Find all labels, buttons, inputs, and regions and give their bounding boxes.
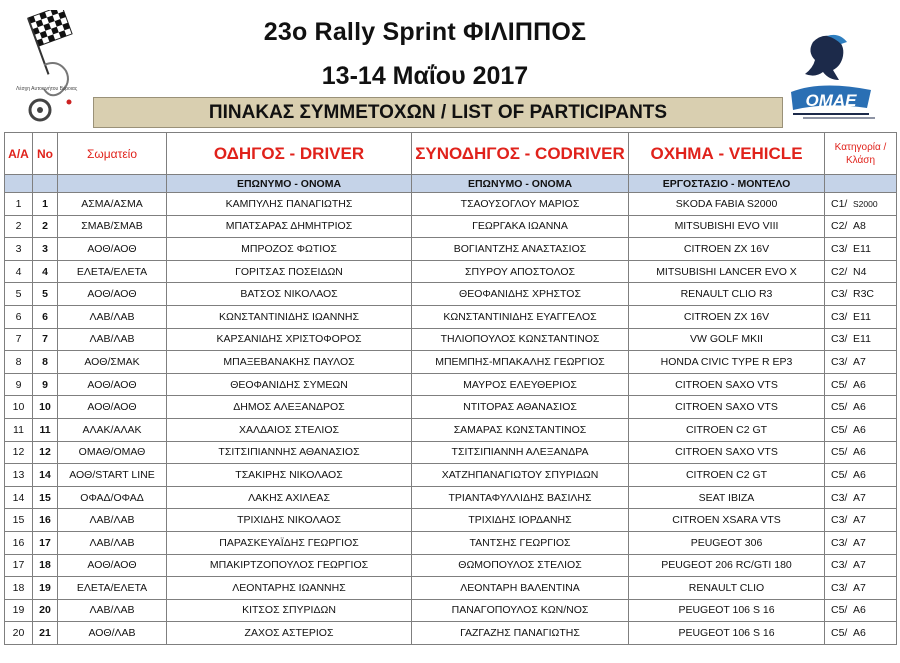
row-driver-cell: ΤΣΙΤΣΙΠΙΑΝΝΗΣ ΑΘΑΝΑΣΙΟΣ (167, 441, 412, 464)
category-label: C3/ (831, 355, 848, 368)
row-club-cell: ΣΜΑΒ/ΣΜΑΒ (58, 215, 167, 238)
subheader-row (5, 175, 897, 193)
event-dates: 13-14 Μαΐου 2017 (321, 62, 529, 90)
row-codriver-cell: ΤΡΙΑΝΤΑΦΥΛΛΙΔΗΣ ΒΑΣΙΛΗΣ (412, 486, 629, 509)
row-category-cell (825, 599, 897, 622)
row-aa-cell: 6 (5, 305, 33, 328)
category-label: C3/ (831, 491, 848, 504)
row-club-cell: ΕΛΕΤΑ/ΕΛΕΤΑ (58, 577, 167, 600)
row-vehicle-cell: MITSUBISHI EVO VIII (629, 215, 825, 238)
row-club-cell: ΟΦΑΔ/ΟΦΑΔ (58, 486, 167, 509)
col-header-aa: Α/Α (5, 133, 33, 175)
row-no-cell: 12 (33, 441, 58, 464)
row-driver-cell: ΜΠΑΚΙΡΤΖΟΠΟΥΛΟΣ ΓΕΩΡΓΙΟΣ (167, 554, 412, 577)
row-club-cell: ΕΛΕΤΑ/ΕΛΕΤΑ (58, 260, 167, 283)
participants-table (4, 132, 897, 645)
row-category-cell (825, 486, 897, 509)
row-club-cell: ΑΟΘ/ΣΜΑΚ (58, 351, 167, 374)
row-codriver-cell: ΜΑΥΡΟΣ ΕΛΕΥΘΕΡΙΟΣ (412, 373, 629, 396)
category-label: C3/ (831, 310, 848, 323)
row-driver-cell: ΠΑΡΑΣΚΕΥΑΪΔΗΣ ΓΕΩΡΓΙΟΣ (167, 531, 412, 554)
row-category-cell (825, 373, 897, 396)
row-club-cell: ΛΑΒ/ΛΑΒ (58, 599, 167, 622)
class-label: E11 (853, 310, 871, 323)
table-row (5, 418, 897, 441)
class-label: A7 (853, 491, 866, 504)
row-driver-cell: ΧΑΛΔΑΙΟΣ ΣΤΕΛΙΟΣ (167, 418, 412, 441)
table-row (5, 441, 897, 464)
row-driver-cell: ΚΑΡΣΑΝΙΔΗΣ ΧΡΙΣΤΟΦΟΡΟΣ (167, 328, 412, 351)
col-header-no: No (33, 133, 58, 175)
class-label: A7 (853, 536, 866, 549)
row-no-cell: 17 (33, 531, 58, 554)
class-label: E11 (853, 242, 871, 255)
table-row (5, 373, 897, 396)
table-row (5, 238, 897, 261)
row-vehicle-cell: SKODA FABIA S2000 (629, 193, 825, 216)
row-driver-cell: ΘΕΟΦΑΝΙΔΗΣ ΣΥΜΕΩΝ (167, 373, 412, 396)
class-label: A7 (853, 581, 866, 594)
row-category-cell (825, 577, 897, 600)
row-codriver-cell: ΣΠΥΡΟΥ ΑΠΟΣΤΟΛΟΣ (412, 260, 629, 283)
class-label: A6 (853, 446, 866, 459)
category-label: C3/ (831, 242, 848, 255)
table-row (5, 464, 897, 487)
row-driver-cell: ΛΑΚΗΣ ΑΧΙΛΕΑΣ (167, 486, 412, 509)
row-vehicle-cell: CITROEN XSARA VTS (629, 509, 825, 532)
row-category-cell (825, 531, 897, 554)
row-vehicle-cell: SEAT IBIZA (629, 486, 825, 509)
category-label: C5/ (831, 446, 848, 459)
row-codriver-cell: ΜΠΕΜΠΗΣ-ΜΠΑΚΑΛΗΣ ΓΕΩΡΓΙΟΣ (412, 351, 629, 374)
row-no-cell: 21 (33, 622, 58, 645)
row-aa-cell: 8 (5, 351, 33, 374)
table-row (5, 260, 897, 283)
row-club-cell: ΛΑΒ/ΛΑΒ (58, 305, 167, 328)
row-no-cell: 15 (33, 486, 58, 509)
row-aa-cell: 2 (5, 215, 33, 238)
row-aa-cell: 3 (5, 238, 33, 261)
category-label: C5/ (831, 604, 848, 617)
row-vehicle-cell: MITSUBISHI LANCER EVO X (629, 260, 825, 283)
row-codriver-cell: ΝΤΙΤΟΡΑΣ ΑΘΑΝΑΣΙΟΣ (412, 396, 629, 419)
row-vehicle-cell: CITROEN C2 GT (629, 464, 825, 487)
row-category-cell (825, 396, 897, 419)
row-codriver-cell: ΒΟΓΙΑΝΤΖΗΣ ΑΝΑΣΤΑΣΙΟΣ (412, 238, 629, 261)
row-vehicle-cell: CITROEN SAXO VTS (629, 441, 825, 464)
category-label: C3/ (831, 514, 848, 527)
table-row (5, 215, 897, 238)
row-category-cell (825, 464, 897, 487)
row-codriver-cell: ΓΕΩΡΓΑΚΑ ΙΩΑΝΝΑ (412, 215, 629, 238)
category-label: C3/ (831, 581, 848, 594)
row-codriver-cell: ΠΑΝΑΓΟΠΟΥΛΟΣ ΚΩΝ/ΝΟΣ (412, 599, 629, 622)
row-category-cell (825, 509, 897, 532)
row-club-cell: ΑΣΜΑ/ΑΣΜΑ (58, 193, 167, 216)
row-vehicle-cell: PEUGEOT 306 (629, 531, 825, 554)
row-no-cell: 5 (33, 283, 58, 306)
subheader-empty (58, 175, 167, 193)
row-category-cell (825, 418, 897, 441)
row-driver-cell: ΖΑΧΟΣ ΑΣΤΕΡΙΟΣ (167, 622, 412, 645)
class-label: A7 (853, 514, 866, 527)
row-driver-cell: ΓΟΡΙΤΣΑΣ ΠΟΣΕΙΔΩΝ (167, 260, 412, 283)
row-vehicle-cell: CITROEN ZX 16V (629, 305, 825, 328)
row-no-cell: 10 (33, 396, 58, 419)
row-club-cell: ΑΛΑΚ/ΑΛΑΚ (58, 418, 167, 441)
row-aa-cell: 1 (5, 193, 33, 216)
row-vehicle-cell: CITROEN SAXO VTS (629, 396, 825, 419)
row-no-cell: 11 (33, 418, 58, 441)
row-codriver-cell: ΤΗΛΙΟΠΟΥΛΟΣ ΚΩΝΣΤΑΝΤΙΝΟΣ (412, 328, 629, 351)
row-codriver-cell: ΣΑΜΑΡΑΣ ΚΩΝΣΤΑΝΤΙΝΟΣ (412, 418, 629, 441)
class-label: A8 (853, 220, 866, 233)
participants-body (5, 193, 897, 645)
omae-logo (783, 30, 883, 125)
row-no-cell: 4 (33, 260, 58, 283)
row-driver-cell: ΤΣΑΚΙΡΗΣ ΝΙΚΟΛΑΟΣ (167, 464, 412, 487)
row-driver-cell: ΚΑΜΠΥΛΗΣ ΠΑΝΑΓΙΩΤΗΣ (167, 193, 412, 216)
row-aa-cell: 5 (5, 283, 33, 306)
row-vehicle-cell: CITROEN ZX 16V (629, 238, 825, 261)
table-row (5, 396, 897, 419)
row-codriver-cell: ΧΑΤΖΗΠΑΝΑΓΙΩΤΟΥ ΣΠΥΡΙΔΩΝ (412, 464, 629, 487)
row-codriver-cell: ΤΑΝΤΣΗΣ ΓΕΩΡΓΙΟΣ (412, 531, 629, 554)
subheader-vehicle: ΕΡΓΟΣΤΑΣΙΟ - ΜΟΝΤΕΛΟ (629, 175, 825, 193)
row-aa-cell: 7 (5, 328, 33, 351)
row-vehicle-cell: RENAULT CLIO (629, 577, 825, 600)
category-label: C3/ (831, 333, 848, 346)
category-label: C5/ (831, 378, 848, 391)
row-club-cell: ΟΜΑΘ/ΟΜΑΘ (58, 441, 167, 464)
row-codriver-cell: ΘΕΟΦΑΝΙΔΗΣ ΧΡΗΣΤΟΣ (412, 283, 629, 306)
category-label: C3/ (831, 559, 848, 572)
row-codriver-cell: ΓΑΖΓΑΖΗΣ ΠΑΝΑΓΙΩΤΗΣ (412, 622, 629, 645)
row-category-cell (825, 441, 897, 464)
subheader-empty (5, 175, 33, 193)
class-label: S2000 (853, 198, 878, 209)
row-category-cell (825, 622, 897, 645)
row-no-cell: 14 (33, 464, 58, 487)
col-header-driver: ΟΔΗΓΟΣ - DRIVER (167, 133, 412, 175)
row-driver-cell: ΔΗΜΟΣ ΑΛΕΞΑΝΔΡΟΣ (167, 396, 412, 419)
row-vehicle-cell: VW GOLF MKII (629, 328, 825, 351)
svg-text:ΟΜΑΕ: ΟΜΑΕ (805, 91, 857, 110)
row-aa-cell: 4 (5, 260, 33, 283)
class-label: A6 (853, 423, 866, 436)
col-header-club: Σωματείο (58, 133, 167, 175)
category-label: C2/ (831, 220, 848, 233)
table-row (5, 622, 897, 645)
row-codriver-cell: ΛΕΟΝΤΑΡΗ ΒΑΛΕΝΤΙΝΑ (412, 577, 629, 600)
row-aa-cell: 11 (5, 418, 33, 441)
row-driver-cell: ΜΠΑΞΕΒΑΝΑΚΗΣ ΠΑΥΛΟΣ (167, 351, 412, 374)
row-vehicle-cell: HONDA CIVIC TYPE R EP3 (629, 351, 825, 374)
subheader-driver: ΕΠΩΝΥΜΟ - ΟΝΟΜΑ (167, 175, 412, 193)
row-vehicle-cell: RENAULT CLIO R3 (629, 283, 825, 306)
row-aa-cell: 9 (5, 373, 33, 396)
row-driver-cell: ΤΡΙΧΙΔΗΣ ΝΙΚΟΛΑΟΣ (167, 509, 412, 532)
row-category-cell (825, 193, 897, 216)
subheader-empty (825, 175, 897, 193)
category-label: C5/ (831, 401, 848, 414)
row-aa-cell: 16 (5, 531, 33, 554)
table-row (5, 328, 897, 351)
row-club-cell: ΑΟΘ/ΛΑΒ (58, 622, 167, 645)
class-label: R3C (853, 288, 875, 301)
class-label: A7 (853, 355, 866, 368)
row-vehicle-cell: PEUGEOT 106 S 16 (629, 622, 825, 645)
row-aa-cell: 10 (5, 396, 33, 419)
row-aa-cell: 14 (5, 486, 33, 509)
row-category-cell (825, 260, 897, 283)
row-driver-cell: ΒΑΤΣΟΣ ΝΙΚΟΛΑΟΣ (167, 283, 412, 306)
row-no-cell: 18 (33, 554, 58, 577)
row-driver-cell: ΚΩΝΣΤΑΝΤΙΝΙΔΗΣ ΙΩΑΝΝΗΣ (167, 305, 412, 328)
row-vehicle-cell: PEUGEOT 106 S 16 (629, 599, 825, 622)
col-header-vehicle: ΟΧΗΜΑ - VEHICLE (629, 133, 825, 175)
row-codriver-cell: ΘΩΜΟΠΟΥΛΟΣ ΣΤΕΛΙΟΣ (412, 554, 629, 577)
row-codriver-cell: ΚΩΝΣΤΑΝΤΙΝΙΔΗΣ ΕΥΑΓΓΕΛΟΣ (412, 305, 629, 328)
table-row (5, 305, 897, 328)
row-vehicle-cell: PEUGEOT 206 RC/GTI 180 (629, 554, 825, 577)
table-row (5, 509, 897, 532)
category-label: C5/ (831, 627, 848, 640)
row-category-cell (825, 238, 897, 261)
page-title: 23o Rally Sprint ΦΙΛΙΠΠΟΣ (263, 18, 587, 46)
row-no-cell: 2 (33, 215, 58, 238)
row-codriver-cell: ΤΣΑΟΥΣΟΓΛΟΥ ΜΑΡΙΟΣ (412, 193, 629, 216)
class-label: E11 (853, 333, 871, 346)
table-row (5, 486, 897, 509)
row-no-cell: 1 (33, 193, 58, 216)
row-no-cell: 20 (33, 599, 58, 622)
row-aa-cell: 12 (5, 441, 33, 464)
subheader-empty (33, 175, 58, 193)
class-label: N4 (853, 265, 867, 278)
row-category-cell (825, 554, 897, 577)
row-category-cell (825, 305, 897, 328)
row-no-cell: 19 (33, 577, 58, 600)
list-title-banner: ΠΙΝΑΚΑΣ ΣΥΜΜΕΤΟΧΩΝ / LIST OF PARTICIPANTS (93, 97, 783, 128)
svg-text:Λέσχη Αυτοκινήτου Βέροιας: Λέσχη Αυτοκινήτου Βέροιας (16, 86, 78, 92)
row-vehicle-cell: CITROEN C2 GT (629, 418, 825, 441)
row-driver-cell: ΜΠΑΤΣΑΡΑΣ ΔΗΜΗΤΡΙΟΣ (167, 215, 412, 238)
row-codriver-cell: ΤΡΙΧΙΔΗΣ ΙΟΡΔΑΝΗΣ (412, 509, 629, 532)
col-header-codriver: ΣΥΝΟΔΗΓΟΣ - CODRIVER (412, 133, 629, 175)
table-row (5, 599, 897, 622)
row-no-cell: 9 (33, 373, 58, 396)
row-club-cell: ΑΟΘ/ΑΟΘ (58, 238, 167, 261)
table-row (5, 531, 897, 554)
row-aa-cell: 15 (5, 509, 33, 532)
row-no-cell: 7 (33, 328, 58, 351)
row-club-cell: ΛΑΒ/ΛΑΒ (58, 531, 167, 554)
row-club-cell: ΑΟΘ/ΑΟΘ (58, 554, 167, 577)
row-club-cell: ΛΑΒ/ΛΑΒ (58, 328, 167, 351)
row-vehicle-cell: CITROEN SAXO VTS (629, 373, 825, 396)
category-label: C1/ (831, 197, 848, 210)
row-codriver-cell: ΤΣΙΤΣΙΠΙΑΝΝΗ ΑΛΕΞΑΝΔΡΑ (412, 441, 629, 464)
category-label: C3/ (831, 288, 848, 301)
class-label: A6 (853, 378, 866, 391)
row-club-cell: ΛΑΒ/ΛΑΒ (58, 509, 167, 532)
col-header-category: Κατηγορία /Κλάση (825, 133, 897, 175)
row-no-cell: 16 (33, 509, 58, 532)
row-no-cell: 6 (33, 305, 58, 328)
row-club-cell: ΑΟΘ/ΑΟΘ (58, 283, 167, 306)
class-label: A6 (853, 401, 866, 414)
row-driver-cell: ΛΕΟΝΤΑΡΗΣ ΙΩΑΝΝΗΣ (167, 577, 412, 600)
subheader-codriver: ΕΠΩΝΥΜΟ - ΟΝΟΜΑ (412, 175, 629, 193)
class-label: A6 (853, 627, 866, 640)
class-label: A6 (853, 468, 866, 481)
row-aa-cell: 19 (5, 599, 33, 622)
table-row (5, 351, 897, 374)
class-label: A6 (853, 604, 866, 617)
class-label: A7 (853, 559, 866, 572)
row-category-cell (825, 351, 897, 374)
category-label: C2/ (831, 265, 848, 278)
category-label: C5/ (831, 423, 848, 436)
category-label: C5/ (831, 468, 848, 481)
table-row (5, 577, 897, 600)
table-row (5, 283, 897, 306)
table-row (5, 554, 897, 577)
row-no-cell: 8 (33, 351, 58, 374)
row-club-cell: ΑΟΘ/ΑΟΘ (58, 373, 167, 396)
row-driver-cell: ΜΠΡΟΖΟΣ ΦΩΤΙΟΣ (167, 238, 412, 261)
row-club-cell: ΑΟΘ/START LINE (58, 464, 167, 487)
row-aa-cell: 13 (5, 464, 33, 487)
row-category-cell (825, 283, 897, 306)
header-row (5, 133, 897, 175)
row-club-cell: ΑΟΘ/ΑΟΘ (58, 396, 167, 419)
row-category-cell (825, 328, 897, 351)
club-logo (14, 10, 86, 128)
category-label: C3/ (831, 536, 848, 549)
table-row (5, 193, 897, 216)
row-aa-cell: 17 (5, 554, 33, 577)
row-aa-cell: 18 (5, 577, 33, 600)
row-no-cell: 3 (33, 238, 58, 261)
row-driver-cell: ΚΙΤΣΟΣ ΣΠΥΡΙΔΩΝ (167, 599, 412, 622)
row-category-cell (825, 215, 897, 238)
row-aa-cell: 20 (5, 622, 33, 645)
